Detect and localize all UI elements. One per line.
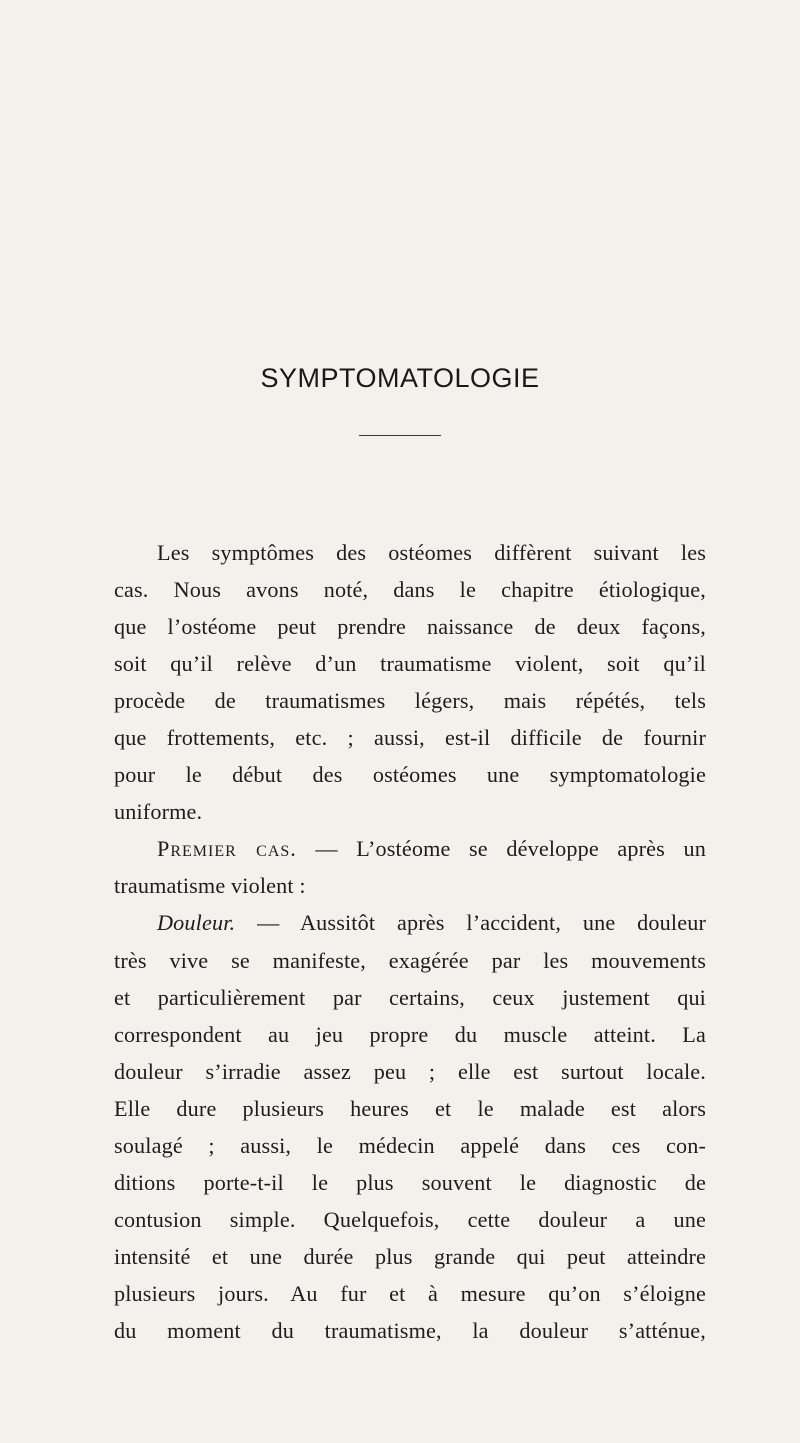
paragraph-1-line-6: que frottements, etc. ; aussi, est-il difficile de fournir	[114, 725, 706, 751]
paragraph-3-line-1-text: — Aussitôt après l’accident, une douleur	[235, 910, 706, 936]
paragraph-2-line-1	[114, 830, 706, 867]
paragraph-1-line-1: Les symptômes des ostéomes diffèrent suivant les	[157, 540, 706, 565]
paragraph-2-line-1-text: — L’ostéome se développe après un	[296, 836, 706, 862]
paragraph-3-line-11: plusieurs jours. Au fur et à mesure qu’on s’éloigne	[114, 1280, 706, 1306]
paragraph-2-line-2: traumatisme violent :	[114, 873, 306, 899]
title-rule	[359, 435, 441, 436]
chapter-title: SYMPTOMATOLOGIE	[260, 363, 540, 393]
section-label-premier-cas: Premier cas.	[157, 836, 297, 862]
paragraph-3-line-6: Elle dure plusieurs heures et le malade est alors	[114, 1095, 706, 1121]
paragraph-1-line-5: procède de traumatismes légers, mais répétés, tels	[114, 688, 706, 714]
paragraph-3-line-5: douleur s’irradie assez peu ; elle est surtout locale.	[114, 1058, 706, 1084]
paragraph-3-line-1	[114, 904, 706, 941]
paragraph-3-line-4: correspondent au jeu propre du muscle atteint. La	[114, 1021, 706, 1047]
paragraph-1-line-3: que l’ostéome peut prendre naissance de deux façons,	[114, 614, 706, 640]
paragraph-3-line-12: du moment du traumatisme, la douleur s’atténue,	[114, 1317, 706, 1343]
paragraph-1-line-2: cas. Nous avons noté, dans le chapitre étiologique,	[114, 577, 706, 603]
paragraph-3-line-10: intensité et une durée plus grande qui peut atteindre	[114, 1243, 706, 1269]
paragraph-1-line-7: pour le début des ostéomes une symptomatologie	[114, 762, 706, 788]
body-text	[114, 534, 706, 1349]
paragraph-1-line-8: uniforme.	[114, 799, 203, 825]
paragraph-3-line-7: soulagé ; aussi, le médecin appelé dans ces con-	[114, 1132, 706, 1158]
section-label-douleur: Douleur.	[157, 910, 236, 936]
paragraph-3-line-3: et particulièrement par certains, ceux justement qui	[114, 984, 706, 1010]
paragraph-1-line-4: soit qu’il relève d’un traumatisme violent, soit qu’il	[114, 651, 706, 677]
paragraph-3-line-8: ditions porte-t-il le plus souvent le diagnostic de	[114, 1169, 706, 1195]
paragraph-3-line-2: très vive se manifeste, exagérée par les mouvements	[114, 947, 706, 973]
paragraph-3-line-9: contusion simple. Quelquefois, cette douleur a une	[114, 1206, 706, 1232]
